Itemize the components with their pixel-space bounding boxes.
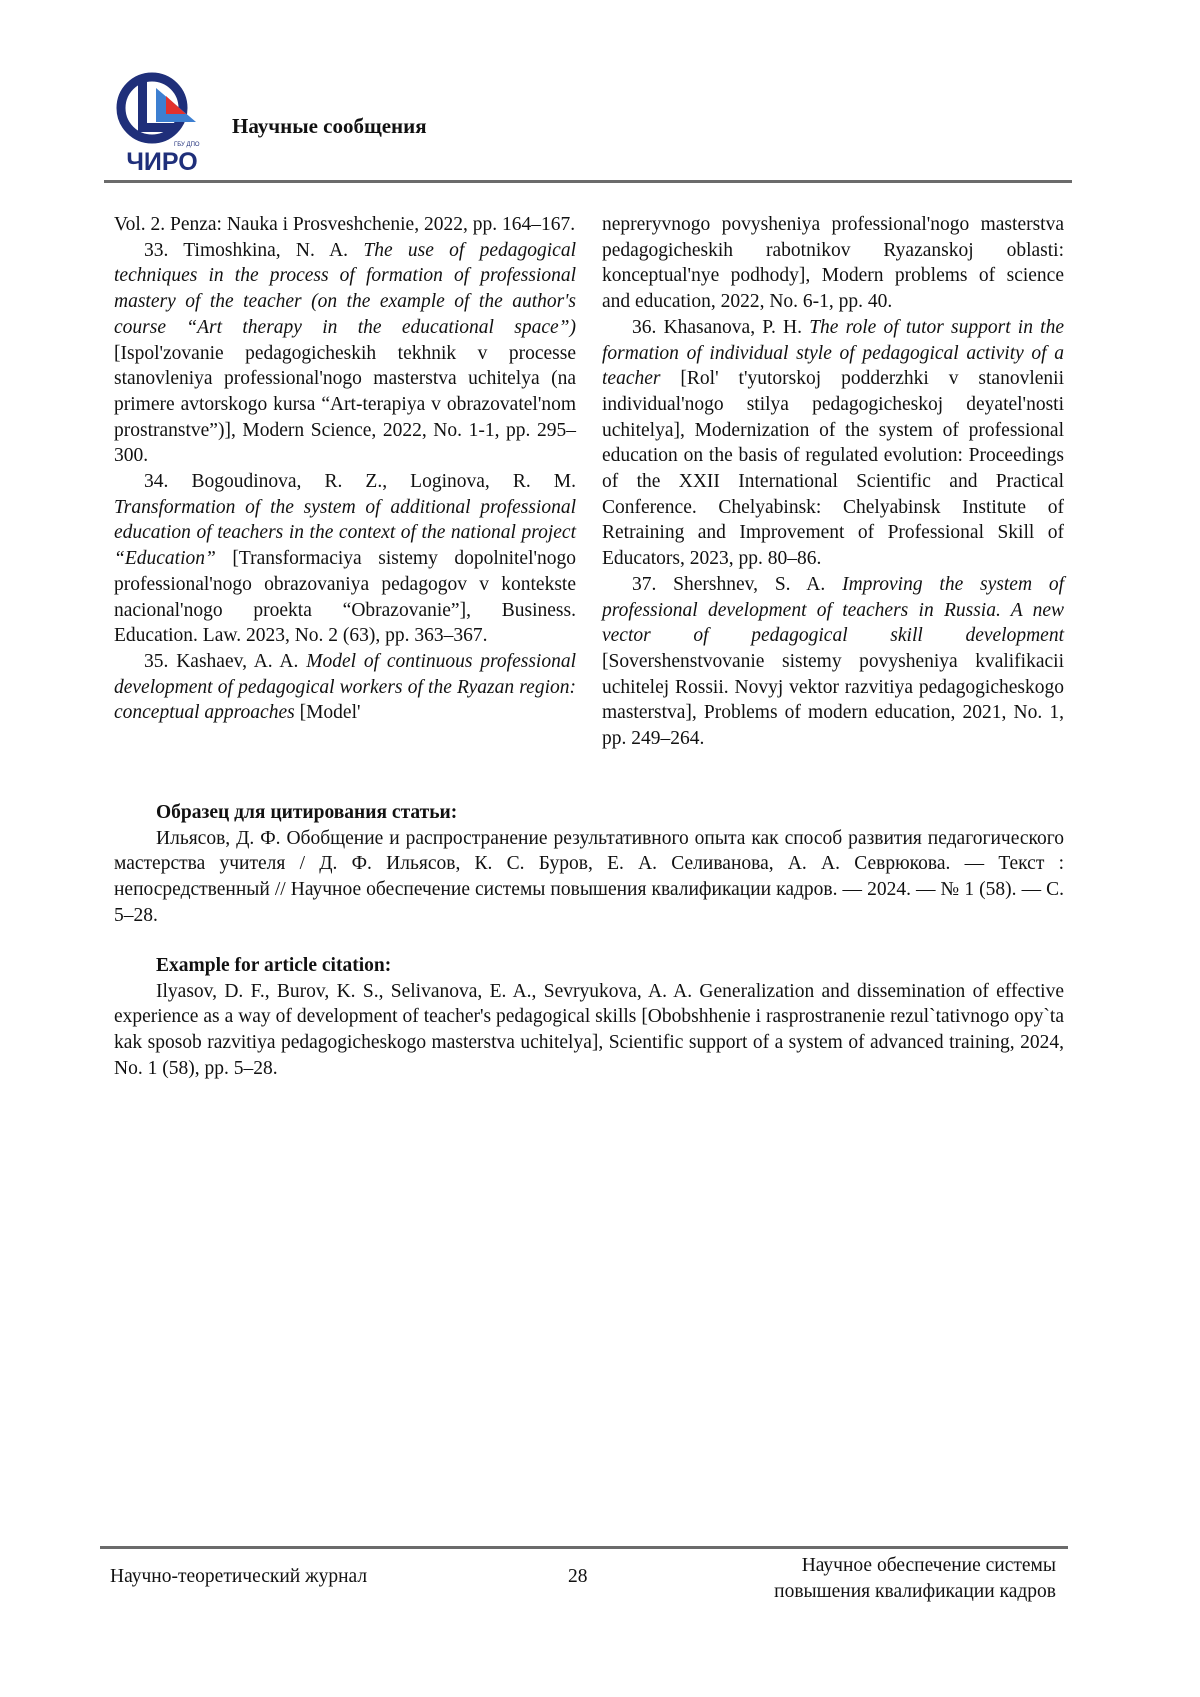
citation-english [114,953,1064,1082]
reference-item: 37. Shershnev, S. A. Improving the system of professional development of teachers in Russia. A new vector of pedagogical skill development [Sovershenstvovanie sistemy povysheniya kvalifikacii uchitelej Rossii. Novyj vektor razvitiya pedagogicheskogo masterstva], Problems of modern education, 2021, No. 1, pp. 249–264. [602,572,1064,752]
page-number: 28 [568,1566,588,1588]
footer-journal-type: Научно-теоретический журнал [110,1566,367,1588]
logo-emblem-icon [116,70,208,150]
citation-english-heading: Example for article citation: [114,953,1064,979]
page-header [112,68,1072,186]
footer-divider [100,1546,1068,1549]
citation-russian-heading: Образец для цитирования статьи: [114,800,1064,826]
reference-continuation: nepreryvnogo povysheniya professional'nogo masterstva pedagogicheskih rabotnikov Ryazanskoj oblasti: konceptual'nye podhody], Modern problems of science and education, 2022, No. 6-1, pp. 40. [602,212,1064,315]
footer-journal-name [700,1553,1056,1605]
citation-russian-text: Ильясов, Д. Ф. Обобщение и распространение результативного опыта как способ развития педагогического мастерства учителя / Д. Ф. Ильясов, К. С. Буров, Е. А. Селиванова, А. А. Севрюкова. — Текст : непосредственный // Научное обеспечение системы повышения квалификации кадров. — 2024. — № 1 (58). — С. 5–28. [114,826,1064,929]
references-left-column [114,212,576,726]
reference-item: 35. Kashaev, A. A. Model of continuous professional development of pedagogical workers of the Ryazan region: conceptual approaches [Model' [114,649,576,726]
logo-wordmark: ЧИРО [116,148,208,177]
reference-continuation: Vol. 2. Penza: Nauka i Prosveshchenie, 2022, pp. 164–167. [114,212,576,238]
chiro-logo [116,70,206,172]
section-title: Научные сообщения [232,114,427,139]
header-divider [104,180,1072,183]
logo-subtext: ГБУ ДПО [174,142,200,148]
reference-item: 34. Bogoudinova, R. Z., Loginova, R. M. Transformation of the system of additional professional education of teachers in the context of the national project “Education” [Transformaciya sistemy dopolnitel'nogo professional'nogo obrazovaniya pedagogov v kontekste nacional'nogo proekta “Obrazovanie”], Business. Education. Law. 2023, No. 2 (63), pp. 363–367. [114,469,576,649]
reference-item: 36. Khasanova, P. H. The role of tutor support in the formation of individual style of pedagogical activity of a teacher [Rol' t'yutorskoj podderzhki v stanovlenii individual'nogo stilya pedagogicheskoj deyatel'nosti uchitelya], Modernization of the system of professional education on the basis of regulated evolution: Proceedings of the XXII International Scientific and Practical Conference. Chelyabinsk: Chelyabinsk Institute of Retraining and Improvement of Professional Skill of Educators, 2023, pp. 80–86. [602,315,1064,572]
citation-russian [114,800,1064,929]
footer-journal-name-line2: повышения квалификации кадров [700,1579,1056,1605]
references-right-column [602,212,1064,752]
citation-english-text: Ilyasov, D. F., Burov, K. S., Selivanova, E. A., Sevryukova, A. A. Generalization and dissemination of effective experience as a way of development of teacher's pedagogical skills [Obobshhenie i rasprostranenie rezul`tativnogo opy`ta kak sposob razvitiya pedagogicheskogo masterstva uchitelya], Scientific support of a system of advanced training, 2024, No. 1 (58), pp. 5–28. [114,979,1064,1082]
footer-journal-name-line1: Научное обеспечение системы [700,1553,1056,1579]
reference-item: 33. Timoshkina, N. A. The use of pedagogical techniques in the process of formation of professional mastery of the teacher (on the example of the author's course “Art therapy in the educational space”) [Ispol'zovanie pedagogicheskih tekhnik v processe stanovleniya professional'nogo masterstva uchitelya (na primere avtorskogo kursa “Art-terapiya v obrazovatel'nom prostranstve”)], Modern Science, 2022, No. 1-1, pp. 295–300. [114,238,576,469]
